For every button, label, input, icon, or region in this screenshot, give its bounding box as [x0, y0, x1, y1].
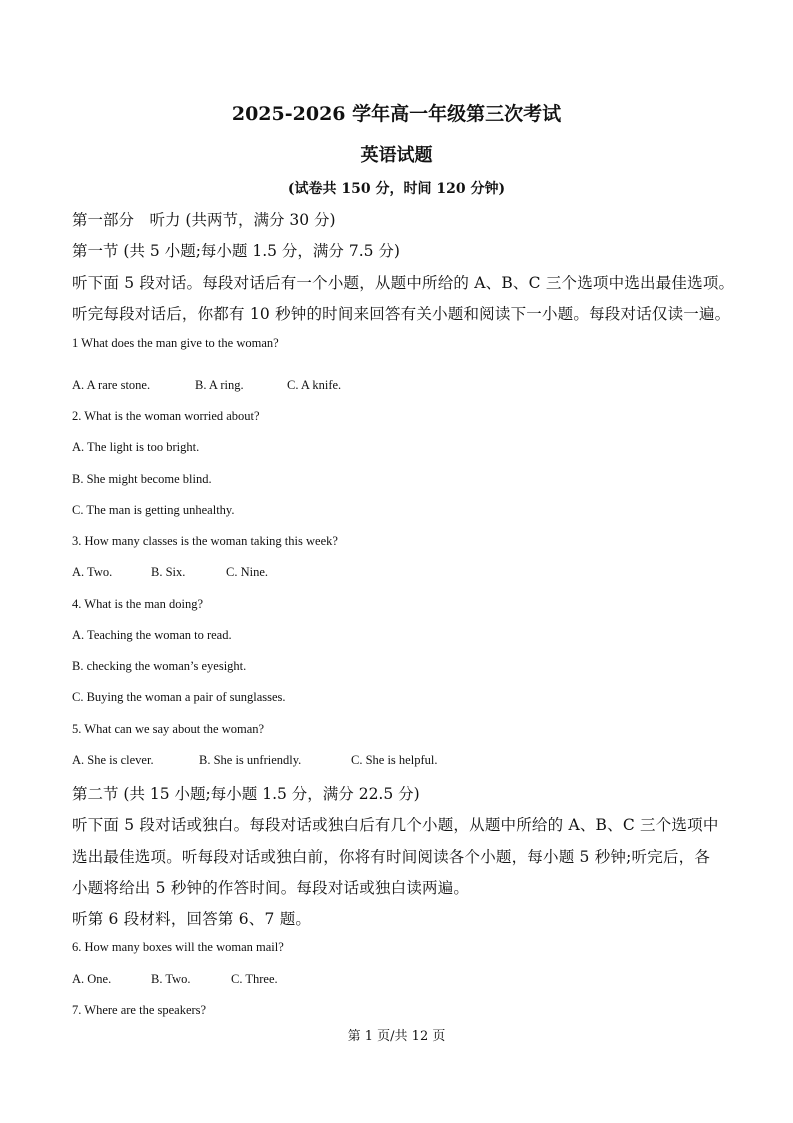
- q4-option-a: A. Teaching the woman to read.: [72, 628, 232, 642]
- q4-option-c: C. Buying the woman a pair of sunglasses.: [72, 690, 286, 704]
- exam-title: 2025-2026 学年高一年级第三次考试: [231, 103, 562, 125]
- question-1: 1 What does the man give to the woman?: [72, 336, 279, 350]
- q2-option-b: B. She might become blind.: [72, 472, 212, 486]
- section2-heading: 第二节 (共 15 小题;每小题 1.5 分，满分 22.5 分): [72, 785, 420, 803]
- q6-option-a: A. One.: [72, 972, 112, 986]
- part1-heading: 第一部分 听力 (共两节，满分 30 分): [72, 211, 336, 229]
- question-7: 7. Where are the speakers?: [72, 1003, 207, 1017]
- q5-option-c: C. She is helpful.: [351, 753, 438, 767]
- q3-option-a: A. Two.: [72, 565, 113, 579]
- q4-option-b: B. checking the woman’s eyesight.: [72, 659, 247, 673]
- section1-instruction-2: 听完每段对话后，你都有 10 秒钟的时间来回答有关小题和阅读下一小题。每段对话仅读一遍。: [72, 305, 731, 323]
- question-5: 5. What can we say about the woman?: [72, 722, 265, 736]
- q2-option-c: C. The man is getting unhealthy.: [72, 503, 235, 517]
- subject-title: 英语试题: [360, 145, 433, 166]
- question-4: 4. What is the man doing?: [72, 597, 203, 611]
- exam-info: (试卷共 150 分，时间 120 分钟): [287, 181, 506, 197]
- q5-option-a: A. She is clever.: [72, 753, 154, 767]
- page-footer: 第 1 页/共 12 页: [347, 1029, 446, 1044]
- question-6: 6. How many boxes will the woman mail?: [72, 940, 284, 954]
- question-2: 2. What is the woman worried about?: [72, 409, 260, 423]
- section2-instruction-3: 小题将给出 5 秒钟的作答时间。每段对话或独白读两遍。: [72, 879, 470, 897]
- section1-heading: 第一节 (共 5 小题;每小题 1.5 分，满分 7.5 分): [72, 242, 400, 260]
- q1-option-b: B. A ring.: [195, 378, 244, 392]
- section1-instruction-1: 听下面 5 段对话。每段对话后有一个小题，从题中所给的 A、B、C 三个选项中选出最佳选项。: [72, 274, 735, 292]
- section2-instruction-2: 选出最佳选项。听每段对话或独白前，你将有时间阅读各个小题，每小题 5 秒钟;听完后，各: [72, 848, 711, 866]
- q5-option-b: B. She is unfriendly.: [199, 753, 302, 767]
- q1-option-a: A. A rare stone.: [72, 378, 151, 392]
- q1-option-c: C. A knife.: [287, 378, 342, 392]
- q6-option-c: C. Three.: [231, 972, 278, 986]
- q3-option-b: B. Six.: [151, 565, 186, 579]
- q6-option-b: B. Two.: [151, 972, 191, 986]
- q2-option-a: A. The light is too bright.: [72, 440, 200, 454]
- material-6-heading: 听第 6 段材料，回答第 6、7 题。: [72, 910, 312, 928]
- q3-option-c: C. Nine.: [226, 565, 269, 579]
- question-3: 3. How many classes is the woman taking this week?: [72, 534, 338, 548]
- section2-instruction-1: 听下面 5 段对话或独白。每段对话或独白后有几个小题，从题中所给的 A、B、C 三个选项中: [72, 816, 719, 834]
